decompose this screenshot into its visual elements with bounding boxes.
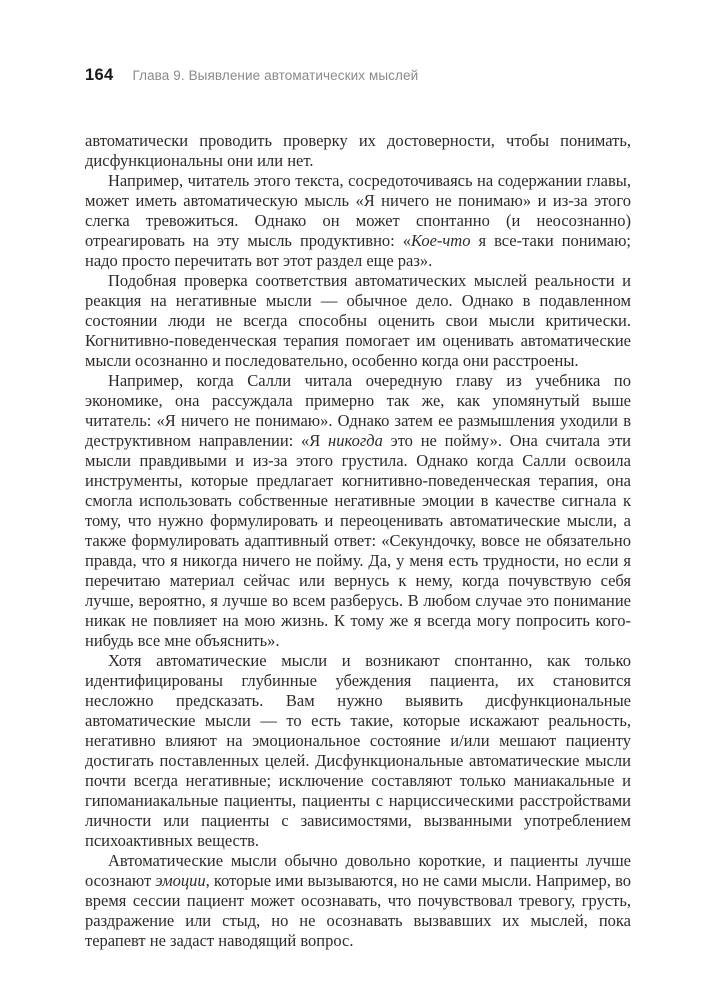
paragraph bbox=[85, 131, 631, 171]
running-header bbox=[85, 66, 631, 85]
text-run: Например, когда Салли читала очередную главу из учебника по экономике, она рассуждала примерно так же, как упомянутый выше читатель: «Я ничего не понимаю». Однако затем ее размышления уходили в деструктивном направлении: «Я bbox=[85, 371, 631, 450]
paragraph bbox=[85, 171, 631, 271]
paragraph bbox=[85, 271, 631, 371]
text-run: Автоматические мысли обычно довольно короткие, и пациенты лучше осознают bbox=[85, 851, 631, 890]
text-run: Хотя автоматические мысли и возникают спонтанно, как только идентифицированы глубинные убеждения пациента, их становится несложно предсказать. Вам нужно выявить дисфункциональные автоматические мысли — то есть такие, которые искажают реальность, негативно влияют на эмоциональное состояние и/или мешают пациенту достигать поставленных целей. Дисфункциональные автоматические мысли почти всегда негативные; исключение составляют только маниакальные и гипоманиакальные пациенты, пациенты с нарциссическими расстройствами личности или пациенты с зависимостями, вызванными употреблением психоактивных веществ. bbox=[85, 651, 631, 850]
page-number: 164 bbox=[85, 66, 114, 84]
emphasized-text: эмоции bbox=[155, 871, 206, 890]
text-run: Подобная проверка соответствия автоматических мыслей реальности и реакция на негативные мысли — обычное дело. Однако в подавленном состоянии люди не всегда способны оценить свои мысли критически. Когнитивно-поведенческая терапия помогает им оценивать автоматические мысли осознанно и последовательно, особенно когда они расстроены. bbox=[85, 271, 631, 370]
text-run: автоматически проводить проверку их достоверности, чтобы понимать, дисфункциональны они или нет. bbox=[85, 131, 631, 170]
paragraph bbox=[85, 851, 631, 951]
paragraph bbox=[85, 651, 631, 851]
emphasized-text: никогда bbox=[328, 431, 383, 450]
text-run: , которые ими вызываются, но не сами мысли. Например, во время сессии пациент может осознавать, что почувствовал тревогу, грусть, раздражение или стыд, но не осознавать вызвавших их мыслей, пока терапевт не задаст наводящий вопрос. bbox=[85, 871, 631, 950]
text-run: это не пойму». Она считала эти мысли правдивыми и из-за этого грустила. Однако когда Салли освоила инструменты, которые предлагает когнитивно-поведенческая терапия, она смогла использовать собственные негативные эмоции в качестве сигнала к тому, что нужно формулировать и переоценивать автоматические мысли, а также формулировать адаптивный ответ: «Секундочку, вовсе не обязательно правда, что я никогда ничего не пойму. Да, у меня есть трудности, но если я перечитаю материал сейчас или вернусь к нему, когда почувствую себя лучше, вероятно, я лучше во всем разберусь. В любом случае это понимание никак не повлияет на мою жизнь. К тому же я всегда могу попросить кого-нибудь все мне объяснить». bbox=[85, 431, 631, 650]
chapter-running-title: Глава 9. Выявление автоматических мыслей bbox=[132, 68, 419, 83]
body-text bbox=[85, 131, 631, 951]
emphasized-text: Кое-что bbox=[411, 231, 471, 250]
text-run: я все-таки понимаю; надо просто перечитать вот этот раздел еще раз». bbox=[85, 231, 632, 270]
paragraph bbox=[85, 371, 631, 651]
text-run: Например, читатель этого текста, сосредоточиваясь на содержании главы, может иметь автоматическую мысль «Я ничего не понимаю» и из-за этого слегка тревожиться. Однако он может спонтанно (и неосознанно) отреагировать на эту мысль продуктивно: « bbox=[85, 171, 631, 250]
